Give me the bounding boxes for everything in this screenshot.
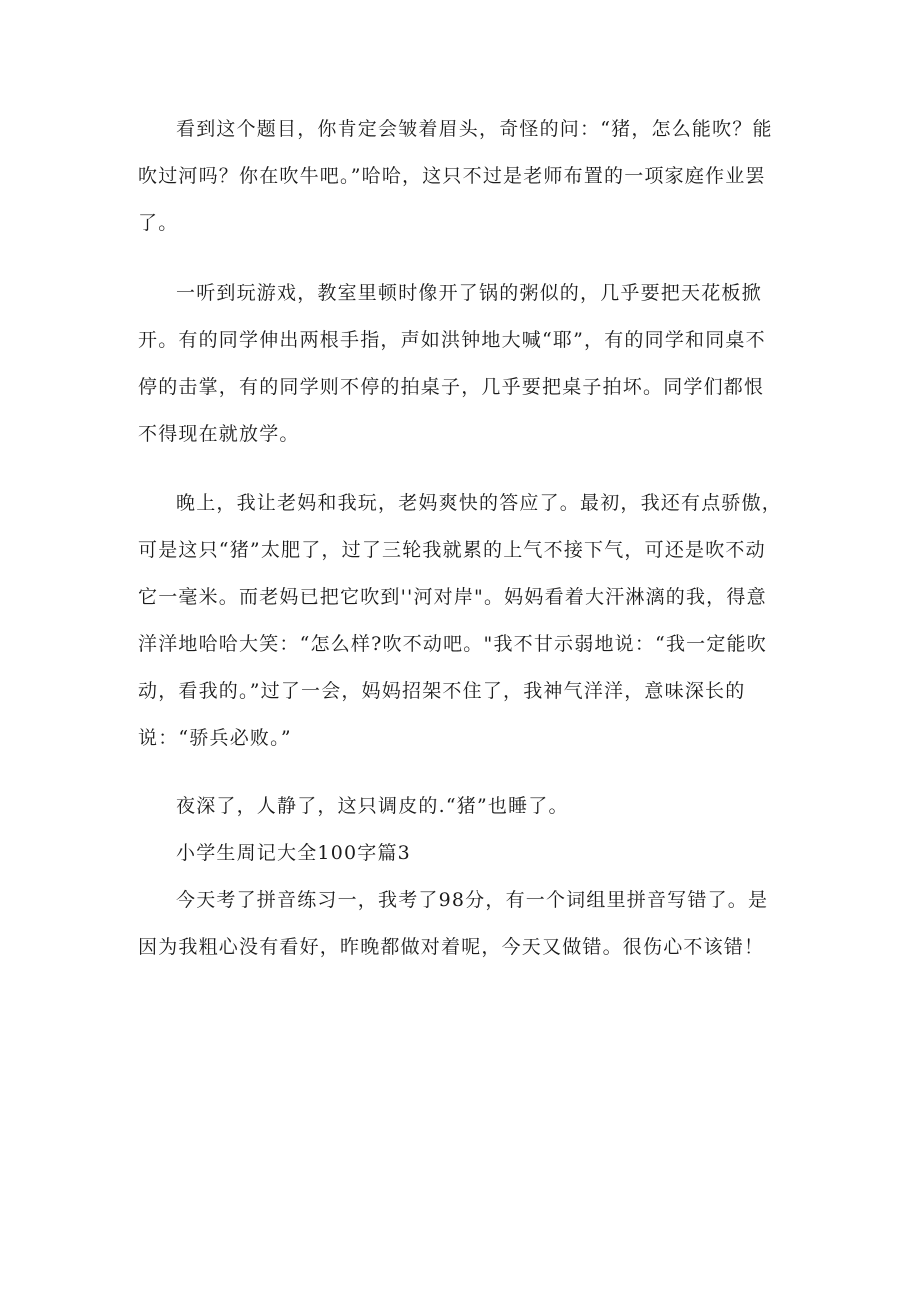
paragraph-4: 夜深了，人静了，这只调皮的.“猪”也睡了。	[176, 795, 569, 817]
paragraph-1: 看到这个题目，你肯定会皱着眉头，奇怪的问：“猪，怎么能吹？能吹过河吗？你在吹牛吧。”哈哈，这只不过是老师布置的一项家庭作业罢了。	[138, 118, 773, 234]
section-heading: 小学生周记大全100字篇3	[176, 842, 411, 864]
paragraph-2: 一听到玩游戏，教室里顿时像开了锅的粥似的，几乎要把天花板掀开。有的同学伸出两根手指，声如洪钟地大喊“耶”，有的同学和同桌不停的击掌，有的同学则不停的拍桌子，几乎要把桌子拍坏。同学们都恨不得现在就放学。	[138, 282, 766, 445]
paragraph-3: 晚上，我让老妈和我玩，老妈爽快的答应了。最初，我还有点骄傲，可是这只“猪”太肥了，过了三轮我就累的上气不接下气，可还是吹不动它一毫米。而老妈已把它吹到''河对岸"。妈妈看着大汗淋漓的我，得意洋洋地哈哈大笑：“怎么样?吹不动吧。"我不甘示弱地说：“我一定能吹动，看我的。”过了一会，妈妈招架不住了，我神气洋洋，意味深长的说：“骄兵必败。”	[138, 492, 783, 749]
paragraph-5: 今天考了拼音练习一，我考了98分，有一个词组里拼音写错了。是因为我粗心没有看好，昨晚都做对着呢，今天又做错。很伤心不该错！	[138, 889, 769, 958]
